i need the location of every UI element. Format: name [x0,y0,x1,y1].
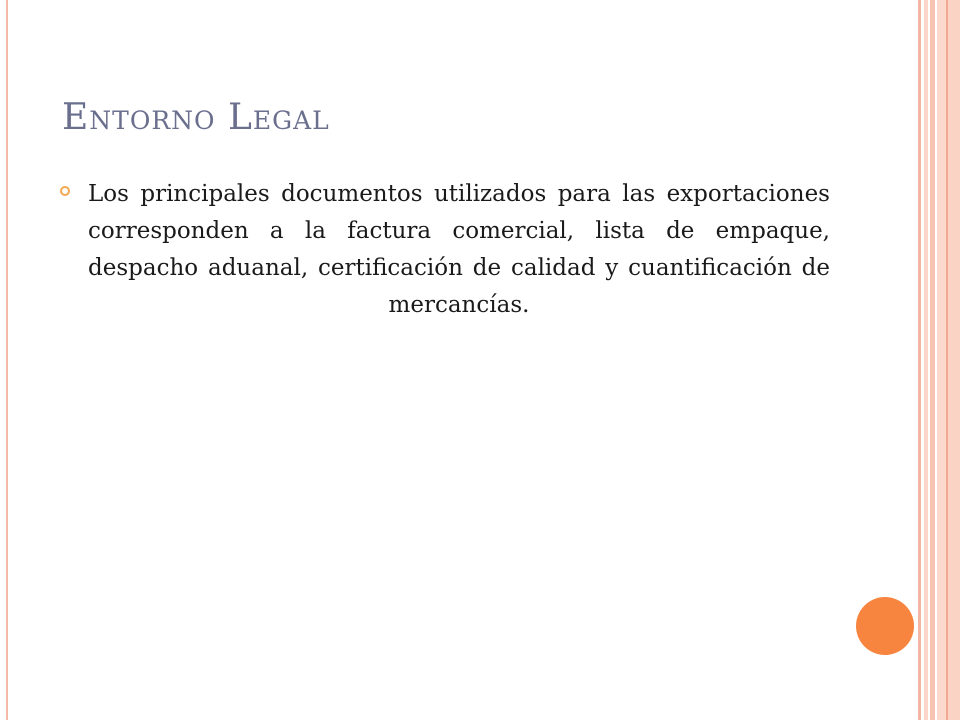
right-stripe [930,0,935,720]
right-stripe [924,0,928,720]
bullet-text: Los principales documentos utilizados para las exportaciones corresponden a la factura comercial, lista de empaque, despacho aduanal, certificación de calidad y cuantificación de mercancías. [88,181,830,318]
bullet-item [60,176,830,324]
orange-circle-icon [856,597,914,655]
slide-title: Entorno Legal [62,97,330,138]
left-border-line [6,0,8,720]
right-stripe [918,0,921,720]
right-stripe [937,0,946,720]
right-stripe [948,0,960,720]
bullet-icon [60,186,70,196]
